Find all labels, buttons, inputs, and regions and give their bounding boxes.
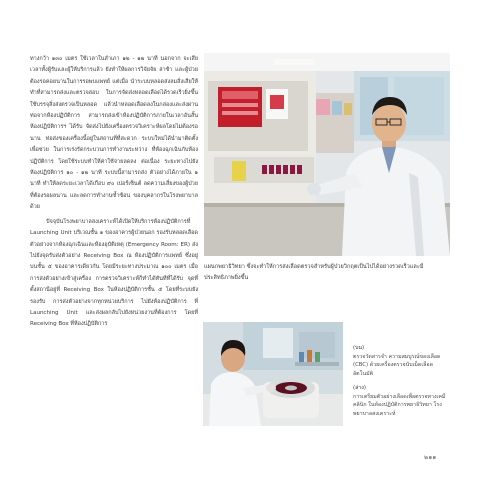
lab-technician-photo [204, 53, 450, 256]
upper-caption-text: ตรวจวัดสารจำ ความสมบูรณ์ของเลือด (CBC) ด้วยเครื่องตรวจนับเม็ดเลือดอัตโนมัติ [353, 353, 441, 377]
lower-photo-caption [353, 384, 449, 418]
body-text-column [30, 54, 198, 334]
page-number: ๒๑๑ [424, 453, 437, 461]
lower-caption-label: (ล่าง) [353, 385, 366, 391]
body-paragraph-2: ปัจจุบันโรงพยาบาลสงเคราะห์ได้เปิดให้บริการห้องปฏิบัติการที่ Launching Unit บริเวณชั้น ๑ ของอาคารผู้ป่วยนอก รองรับหลอดเลือดตัวอย่างจากห้องฉุกเฉินและห้องอุบัติเหตุ (Emergency Room: ER) ส่งไปยังจุดรับส่งตัวอย่าง Receiving Box ณ ห้องปฏิบัติการแพทย์ ซึ่งอยู่บนชั้น ๕ ของอาคารเดียวกัน โดยมีระยะทางประมาณ ๑๐๐ เมตร เมื่อการส่งตัวอย่างเข้าสู่เครื่อง การตรวจวิเคราะห์ก็ทำได้ทันทีที่ได้รับ จุดที่ตั้งสถานีอยู่ที่ Receiving Box ในห้องปฏิบัติการชั้น ๕ โดยที่ระบบยังรองรับ การส่งตัวอย่างจากทุกหน่วยบริการ ไปยังห้องปฏิบัติการ ที่ Launching Unit และส่งผลกลับไปยังหน่วยงานที่ต้องการ โดยที่ Receiving Box ที่ห้องปฏิบัติการ [30, 218, 198, 328]
centrifuge-photo [203, 322, 343, 426]
upper-caption-label: (บน) [353, 345, 365, 351]
main-photo-caption: แผนกพยาธิวิทยา ซึ่งจะทำให้การส่งเลือดตรวจสำหรับผู้ป่วยวิกฤตเป็นไปได้อย่างรวดเร็วและมีประสิทธิภาพยิ่งขึ้น [204, 264, 424, 282]
upper-photo-caption [353, 344, 449, 378]
lower-caption-text: การเตรียมตัวอย่างเลือดเพื่อตรวจทางเคมีคลินิก ในห้องปฏิบัติการพยาธิวิทยา โรงพยาบาลสงเคราะห์ [353, 393, 446, 417]
body-paragraph-1: ทางกว้า ๑๓๐ เมตร ใช้เวลาในลำเภา ๑๒ - ๑๒ นาที นอกจาก จะเสียเวลาทั้งผู้รับและผู้ให้บริการแล้ว ยังทำให้ผลการวิจัยจัย ล่าช้า และผู้ป่วยต้องรอคอยนานในการรอพบแพทย์ แต่เมื่อ นำระบบหลอดส่งลมสิ่งเสียให้ทำที่สามารถส่งและตรวจสอบ ในการจัดส่งหลอดเลือดได้รวดเร็วยิ่งขึ้น ใช้บรรจุสิ่งส่งตรวจเป็นหลอด แล้วนำหลอดเลือดลงในกล่องและส่งผ่านท่อจากห้องปฏิบัติการ สามารถส่งเข้าห้องปฏิบัติการภายในเวลาอันสั้น ห้องปฏิบัติการฯ ได้รับ จัดส่งไปยังเครื่องตรวจวิเคราะห์ผลโดยไม่ต้องรอนาน ท่อส่งของเครื่องนี้อยู่ในสถานที่ที่สะดวก ระบบใหม่ได้นำมาติดตั้งเพื่อช่วย ในการเร่งรัดกระบวนการทำงานระหว่าง ที่ห้องฉุกเฉินกับห้องปฏิบัติการ โดยใช้ระบบทำให้ค่าใช้จ่ายลดลง ต่อเนื่อง ระยะทางไปยังห้องปฏิบัติการ ๑๐ - ๑๒ นาที ระบบนี้สามารถส่ง ตัวอย่างได้ภายใน ๑ นาที ทำให้ลดระยะเวลาได้เกือบ ๙๐ เปอร์เซ็นต์ ลดความเสี่ยงของผู้ป่วยที่ต้องรอผลนาน และลดการทำงานซ้ำซ้อน ของบุคลากรในโรงพยาบาลด้วย [30, 56, 198, 211]
